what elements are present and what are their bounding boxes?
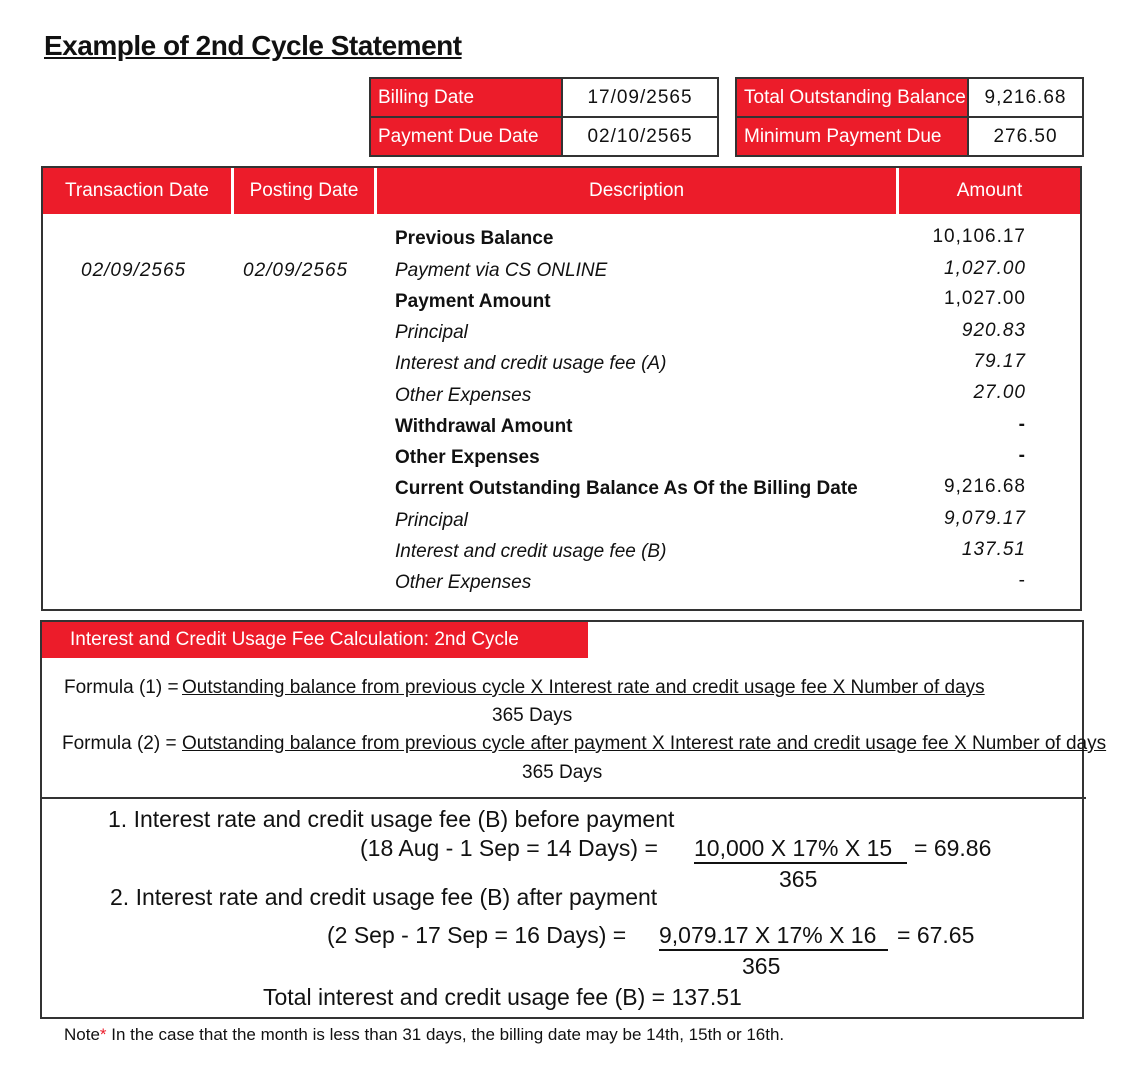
calc-item-2-title: 2. Interest rate and credit usage fee (B) after payment bbox=[110, 884, 658, 910]
table-row-amount: 9,216.68 bbox=[944, 476, 1026, 497]
table-row-amount: 137.51 bbox=[961, 539, 1026, 560]
calc-item-1-fraction-line bbox=[694, 862, 907, 864]
formula-1-denominator: 365 Days bbox=[492, 705, 573, 726]
table-row-desc: Previous Balance bbox=[395, 228, 554, 249]
header-posting-date: Posting Date bbox=[249, 180, 359, 201]
calc-total: Total interest and credit usage fee (B) = 137.51 bbox=[263, 984, 742, 1010]
table-row-desc: Interest and credit usage fee (A) bbox=[395, 353, 667, 374]
table-row-amount: 27.00 bbox=[973, 382, 1026, 403]
table-header bbox=[43, 168, 1080, 214]
table-row-desc: Payment via CS ONLINE bbox=[395, 260, 608, 281]
calc-item-2-denominator: 365 bbox=[742, 953, 781, 979]
table-row-desc: Other Expenses bbox=[395, 572, 532, 593]
table-row-amount: 79.17 bbox=[973, 351, 1026, 372]
table-row-amount: 9,079.17 bbox=[944, 508, 1026, 529]
section-divider bbox=[42, 797, 1086, 799]
footnote bbox=[64, 1025, 784, 1045]
calc-item-1-numerator: 10,000 X 17% X 15 bbox=[694, 835, 893, 861]
table-row-desc: Current Outstanding Balance As Of the Billing Date bbox=[395, 478, 858, 499]
table-row-amount: - bbox=[1018, 570, 1026, 591]
table-row-amount: 10,106.17 bbox=[932, 226, 1026, 247]
calc-item-1-result: = 69.86 bbox=[914, 835, 992, 861]
payment-due-date-label: Payment Due Date bbox=[371, 118, 561, 155]
header-description: Description bbox=[588, 180, 685, 201]
minimum-payment-value: 276.50 bbox=[967, 118, 1082, 155]
calc-item-1-denominator: 365 bbox=[779, 866, 818, 892]
transaction-date-cell: 02/09/2565 bbox=[81, 260, 187, 281]
calculation-header: Interest and Credit Usage Fee Calculation: 2nd Cycle bbox=[42, 622, 588, 658]
table-row-desc: Withdrawal Amount bbox=[395, 416, 573, 437]
table-row-amount: 1,027.00 bbox=[944, 258, 1026, 279]
total-outstanding-label: Total Outstanding Balance bbox=[737, 79, 967, 116]
calc-item-2-period: (2 Sep - 17 Sep = 16 Days) = bbox=[327, 922, 627, 948]
billing-date-label: Billing Date bbox=[371, 79, 561, 116]
table-row-desc: Principal bbox=[395, 322, 468, 343]
calc-item-1-title: 1. Interest rate and credit usage fee (B) before payment bbox=[108, 806, 675, 832]
table-row-amount: - bbox=[1018, 414, 1026, 435]
note-text: In the case that the month is less than 31 days, the billing date may be 14th, 15th or 16th. bbox=[106, 1025, 785, 1044]
table-row-desc: Interest and credit usage fee (B) bbox=[395, 541, 667, 562]
calc-item-1-period: (18 Aug - 1 Sep = 14 Days) = bbox=[360, 835, 658, 861]
calc-item-2-result: = 67.65 bbox=[897, 922, 975, 948]
formula-2-label: Formula (2) = bbox=[62, 733, 177, 754]
formula-1-label: Formula (1) = bbox=[64, 677, 179, 698]
table-row-desc: Principal bbox=[395, 510, 468, 531]
table-row-amount: - bbox=[1018, 445, 1026, 466]
payment-due-date-value: 02/10/2565 bbox=[561, 118, 717, 155]
billing-date-value: 17/09/2565 bbox=[561, 79, 717, 116]
calc-item-2-fraction-line bbox=[659, 949, 888, 951]
note-asterisk: * bbox=[99, 1025, 107, 1044]
posting-date-cell: 02/09/2565 bbox=[243, 260, 349, 281]
table-row-amount: 920.83 bbox=[961, 320, 1026, 341]
table-row-desc: Payment Amount bbox=[395, 291, 551, 312]
total-outstanding-value: 9,216.68 bbox=[967, 79, 1082, 116]
interest-calculation-box bbox=[40, 620, 1107, 1019]
table-row-amount: 1,027.00 bbox=[944, 288, 1026, 309]
formula-1-numerator: Outstanding balance from previous cycle X Interest rate and credit usage fee X Number of days bbox=[182, 677, 985, 698]
formula-2-numerator: Outstanding balance from previous cycle after payment X Interest rate and credit usage fee X Number of days bbox=[182, 733, 1107, 754]
calc-item-2-numerator: 9,079.17 X 17% X 16 bbox=[659, 922, 877, 948]
table-row-desc: Other Expenses bbox=[395, 385, 532, 406]
billing-summary-box bbox=[369, 77, 719, 157]
page-title: Example of 2nd Cycle Statement bbox=[44, 30, 462, 61]
header-amount: Amount bbox=[956, 180, 1023, 201]
header-transaction-date: Transaction Date bbox=[65, 180, 209, 201]
table-row-desc: Other Expenses bbox=[395, 447, 540, 468]
minimum-payment-label: Minimum Payment Due bbox=[737, 118, 967, 155]
formula-2-denominator: 365 Days bbox=[522, 762, 603, 783]
transaction-table bbox=[41, 166, 1082, 611]
note-prefix: Note bbox=[64, 1025, 100, 1044]
balance-summary-box bbox=[735, 77, 1084, 157]
